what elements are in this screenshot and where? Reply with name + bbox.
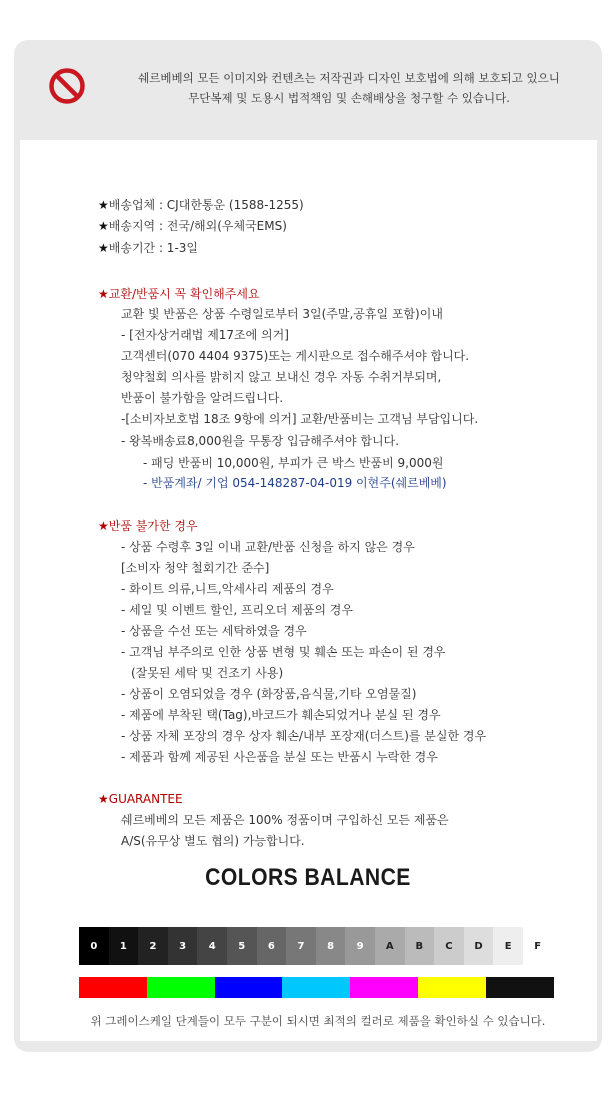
grayscale-step: D [464, 927, 494, 965]
shipping-region: ★배송지역 : 전국/해외(우체국EMS) [98, 219, 287, 233]
copyright-notice [109, 68, 589, 108]
exchange-line: 반품이 불가함을 알려드립니다. [121, 391, 284, 405]
shipping-period: ★배송기간 : 1-3일 [98, 241, 198, 255]
grayscale-step: 9 [345, 927, 375, 965]
color-swatch [486, 977, 554, 998]
grayscale-step: 2 [138, 927, 168, 965]
no-return-line: (잘못된 세탁 및 건조기 사용) [131, 666, 284, 680]
exchange-line: 교환 빛 반품은 상품 수령일로부터 3일(주말,공휴일 포함)이내 [121, 307, 443, 321]
star-icon: ★ [98, 198, 109, 212]
grayscale-step: 6 [257, 927, 287, 965]
grayscale-step: F [523, 927, 553, 965]
no-return-line: - 고객님 부주의로 인한 상품 변형 및 훼손 또는 파손이 된 경우 [121, 645, 446, 659]
no-return-heading: ★반품 불가한 경우 [98, 519, 198, 533]
no-return-line: - 상품이 오염되었을 경우 (화장품,음식물,기타 오염물질) [121, 687, 417, 701]
grayscale-step: A [375, 927, 405, 965]
color-check-footer: 위 그레이스케일 단계들이 모두 구분이 되시면 최적의 컬러로 제품을 확인하실 수 있습니다. [90, 1014, 546, 1028]
color-swatch-strip [79, 977, 554, 998]
exchange-line: -[소비자보호법 18조 9항에 의거] 교환/반품비는 고객님 부담입니다. [121, 412, 479, 426]
grayscale-step: 8 [316, 927, 346, 965]
guarantee-line: 쉐르베베의 모든 제품은 100% 정품이며 구입하신 모든 제품은 [121, 813, 449, 827]
no-return-line: - 제품에 부착된 택(Tag),바코드가 훼손되었거나 분실 된 경우 [121, 708, 441, 722]
no-return-line: [소비자 청약 철회기간 준수] [121, 561, 270, 575]
no-return-line: - 화이트 의류,니트,악세사리 제품의 경우 [121, 582, 334, 596]
grayscale-strip [79, 927, 553, 965]
no-return-line: - 세일 및 이벤트 할인, 프리오더 제품의 경우 [121, 603, 353, 617]
grayscale-step: E [493, 927, 523, 965]
no-return-line: - 상품을 수선 또는 세탁하였을 경우 [121, 624, 307, 638]
color-swatch [350, 977, 418, 998]
exchange-line: - [전자상거래법 제17조에 의거] [121, 328, 289, 342]
star-icon: ★ [98, 241, 109, 255]
return-account: - 반품계좌/ 기업 054-148287-04-019 이현주(쉐르베베) [143, 476, 447, 490]
color-swatch [147, 977, 215, 998]
star-icon: ★ [98, 792, 109, 806]
grayscale-step: 5 [227, 927, 257, 965]
no-return-line: - 상품 자체 포장의 경우 상자 훼손/내부 포장재(더스트)를 분실한 경우 [121, 729, 487, 743]
grayscale-step: 4 [197, 927, 227, 965]
colors-balance-title: COLORS BALANCE [205, 864, 411, 891]
grayscale-step: 0 [79, 927, 109, 965]
no-entry-icon [49, 68, 85, 104]
grayscale-step: B [405, 927, 435, 965]
guarantee-heading: ★GUARANTEE [98, 792, 183, 806]
grayscale-step: 1 [109, 927, 139, 965]
color-swatch [282, 977, 350, 998]
no-return-line: - 상품 수령후 3일 이내 교환/반품 신청을 하지 않은 경우 [121, 540, 415, 554]
color-swatch [215, 977, 283, 998]
notice-line-1: 쉐르베베의 모든 이미지와 컨텐츠는 저작권과 디자인 보호법에 의해 보호되고 있으니 [138, 71, 560, 85]
color-swatch [418, 977, 486, 998]
star-icon: ★ [98, 219, 109, 233]
exchange-line: 청약철회 의사를 밝히지 않고 보내신 경우 자동 수취거부되며, [121, 370, 442, 384]
color-swatch [79, 977, 147, 998]
exchange-line: 고객센터(070 4404 9375)또는 게시판으로 접수해주셔야 합니다. [121, 349, 470, 363]
no-return-line: - 제품과 함께 제공된 사은품을 분실 또는 반품시 누락한 경우 [121, 750, 438, 764]
grayscale-step: 7 [286, 927, 316, 965]
grayscale-step: 3 [168, 927, 198, 965]
shipping-company: ★배송업체 : CJ대한통운 (1588-1255) [98, 198, 304, 212]
exchange-line: - 왕복배송료8,000원을 무통장 입금해주셔야 합니다. [121, 434, 400, 448]
exchange-line: - 패딩 반품비 10,000원, 부피가 큰 박스 반품비 9,000원 [143, 456, 444, 470]
exchange-heading: ★교환/반품시 꼭 확인해주세요 [98, 287, 260, 301]
star-icon: ★ [98, 519, 109, 533]
grayscale-step: C [434, 927, 464, 965]
star-icon: ★ [98, 287, 109, 301]
copyright-header [14, 40, 602, 140]
notice-line-2: 무단복제 및 도용시 법적책임 및 손해배상을 청구할 수 있습니다. [188, 91, 510, 105]
guarantee-line: A/S(유무상 별도 협의) 가능합니다. [121, 834, 305, 848]
